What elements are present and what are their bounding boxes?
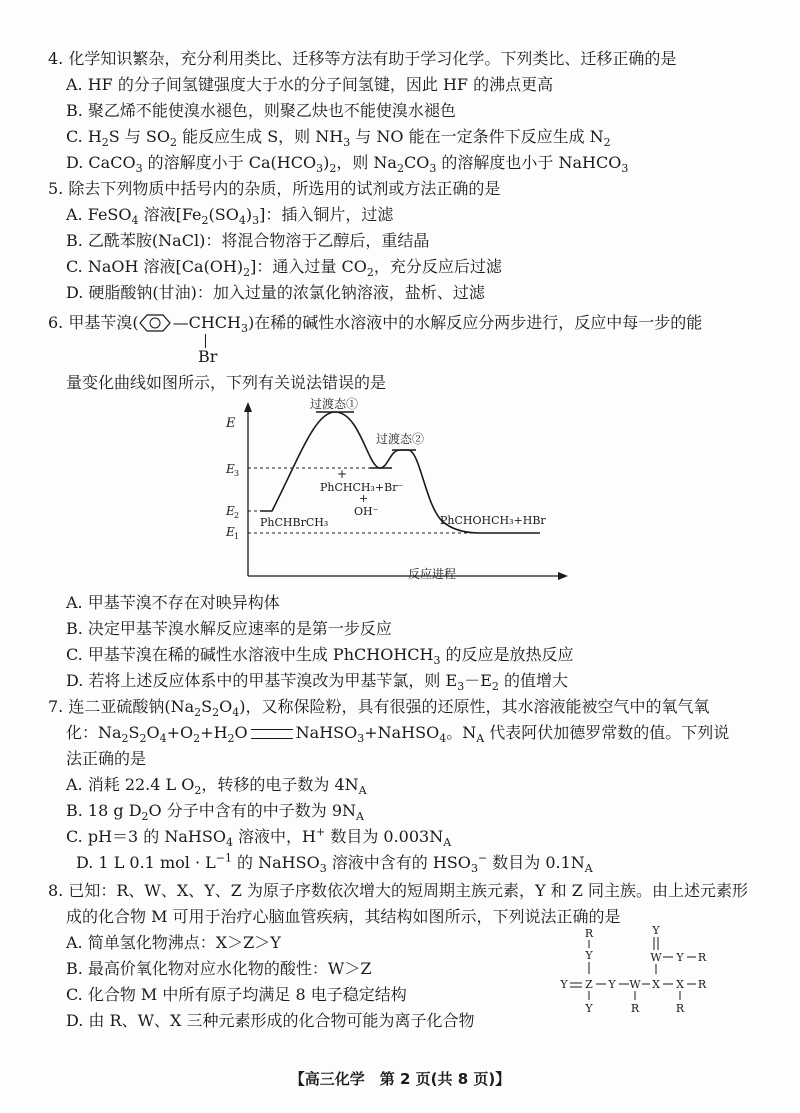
compound-m-structure xyxy=(556,922,726,1022)
q7-stem-3: 法正确的是 xyxy=(66,749,147,768)
atom-r-right: R xyxy=(697,978,707,991)
e3-label: E xyxy=(226,462,235,476)
q4-option-a: A. HF 的分子间氢键强度大于水的分子间氢键，因此 HF 的沸点更高 xyxy=(66,75,554,94)
q4-stem: 4. 化学知识繁杂，充分利用类比、迁移等方法有助于学习化学。下列类比、迁移正确的是 xyxy=(48,49,677,68)
e2-sub: 2 xyxy=(234,511,240,520)
e1-label: E xyxy=(226,525,235,539)
oh-label: OH⁻ xyxy=(354,505,379,518)
q4-option-d: D. CaCO$_3$ 的溶解度小于 $Ca(HCO_3)_2$，则 $Na_2CO_3$ 的溶解度也小于 NaHCO$_3$ xyxy=(66,153,629,176)
q7-stem: 7. 连二亚硫酸钠$(Na_2S_2O_4)$，又称保险粉，具有很强的还原性，其水溶液能被空气中的氧气氧 xyxy=(48,697,710,720)
q8-stem: 8. 已知：R、W、X、Y、Z 为原子序数依次增大的短周期主族元素，Y 和 Z 同主族。由上述元素形 xyxy=(48,881,748,900)
intermediate-plus: + xyxy=(337,467,348,481)
atom-r-upper-right: R xyxy=(697,951,707,964)
q5-option-c: C. NaOH 溶液$[Ca(OH)_2]$：通入过量 $CO_2$，充分反应后过滤 xyxy=(66,257,502,280)
ts2-label: 过渡态② xyxy=(376,432,425,446)
e2-label: E xyxy=(226,504,235,518)
atom-w-upper: W xyxy=(650,951,662,964)
ts1-label: 过渡态① xyxy=(310,397,359,411)
atom-y-upper-right: Y xyxy=(676,951,684,964)
q6-br-label: Br xyxy=(198,347,218,366)
q7-option-a: A. 消耗 22.4 L $O_2$，转移的电子数为 $4N_A$ xyxy=(66,775,367,798)
q4-option-b: B. 聚乙烯不能使溴水褪色，则聚乙炔也不能使溴水褪色 xyxy=(66,101,456,120)
q8-stem-2: 成的化合物 M 可用于治疗心脑血管疾病，其结构如图所示，下列说法正确的是 xyxy=(66,907,621,926)
q4-option-c: C. $H_2S$ 与 $SO_2$ 能反应生成 S，则 $NH_3$ 与 NO 能在一定条件下反应生成 $N_2$ xyxy=(66,127,611,150)
q5-stem: 5. 除去下列物质中括号内的杂质，所选用的试剂或方法正确的是 xyxy=(48,179,501,198)
e1-sub: 1 xyxy=(234,532,240,541)
q6-option-c: C. 甲基苄溴在稀的碱性水溶液中生成 PhCHOHCH$_3$ 的反应是放热反应 xyxy=(66,645,574,668)
q7-option-b: B. 18 g $D_2O$ 分子中含有的中子数为 $9N_A$ xyxy=(66,801,364,824)
reactant-label: PhCHBrCH₃ xyxy=(260,516,329,529)
q7-equation-line: 化：$Na_2S_2O_4+O_2+H_2O$ NaHSO$_3$+NaHSO$_4$。$N_A$ 代表阿伏加德罗常数的值。下列说 xyxy=(66,723,730,746)
q6-stem-2: 量变化曲线如图所示，下列有关说法错误的是 xyxy=(66,373,387,392)
q6-option-b: B. 决定甲基苄溴水解反应速率的是第一步反应 xyxy=(66,619,392,638)
q7-option-d: D. 1 L 0.1 mol · $L^{-1}$ 的 NaHSO$_3$ 溶液中含有的 $HSO_3^-$ 数目为 $0.1N_A$ xyxy=(76,851,593,876)
atom-y-top-left: Y xyxy=(585,949,593,962)
q8-option-a: A. 简单氢化物沸点：X＞Z＞Y xyxy=(66,933,281,952)
atom-x-right: X xyxy=(676,978,684,991)
q6-option-a: A. 甲基苄溴不存在对映异构体 xyxy=(66,593,280,612)
y-axis-label: E xyxy=(226,416,236,431)
energy-diagram xyxy=(220,396,580,588)
equals-sign xyxy=(251,729,293,739)
product-label: PhCHOHCH₃+HBr xyxy=(440,514,546,527)
atom-w-lower: W xyxy=(629,978,641,991)
page-footer: 【高三化学 第 2 页(共 8 页)】 xyxy=(289,1070,511,1088)
q5-option-a: A. FeSO$_4$ 溶液$[Fe_2(SO_4)_3]$：插入铜片，过滤 xyxy=(66,205,394,228)
atom-r-top-left: R xyxy=(584,927,594,940)
q5-option-d: D. 硬脂酸钠(甘油)：加入过量的浓氯化钠溶液，盐析、过滤 xyxy=(66,283,485,302)
atom-r-bottom-w: R xyxy=(630,1002,640,1015)
benzene-ring xyxy=(139,316,173,332)
q5-option-b: B. 乙酰苯胺(NaCl)：将混合物溶于乙醇后，重结晶 xyxy=(66,231,430,250)
atom-y-bottom: Y xyxy=(585,1002,593,1015)
q8-option-d: D. 由 R、W、X 三种元素形成的化合物可能为离子化合物 xyxy=(66,1011,475,1030)
q8-option-b: B. 最高价氧化物对应水化物的酸性：W＞Z xyxy=(66,959,372,978)
q6-option-d: D. 若将上述反应体系中的甲基苄溴改为甲基苄氯，则 $E_3-E_2$ 的值增大 xyxy=(66,671,568,694)
atom-r-bottom-x: R xyxy=(675,1002,685,1015)
atom-x-mid: X xyxy=(652,978,660,991)
atom-z: Z xyxy=(585,978,593,991)
x-axis-label: 反应进程 xyxy=(408,567,457,581)
intermediate-label: PhCHCH₃+Br⁻ xyxy=(320,481,404,494)
atom-y-mid: Y xyxy=(608,978,616,991)
atom-y-top: Y xyxy=(652,924,660,937)
q6-stem: 6. 甲基苄溴( $—CHCH_3$)在稀的碱性水溶液中的水解反应分两步进行，反应中每一步的能 xyxy=(48,313,703,336)
q7-option-c: C. pH＝3 的 NaHSO$_4$ 溶液中，H+ 数目为 $0.003N_A$ xyxy=(66,825,452,850)
intermediate-plus-2: + xyxy=(359,492,369,505)
e3-sub: 3 xyxy=(234,469,240,478)
q8-option-c: C. 化合物 M 中所有原子均满足 8 电子稳定结构 xyxy=(66,985,407,1004)
atom-y-left: Y xyxy=(560,978,568,991)
